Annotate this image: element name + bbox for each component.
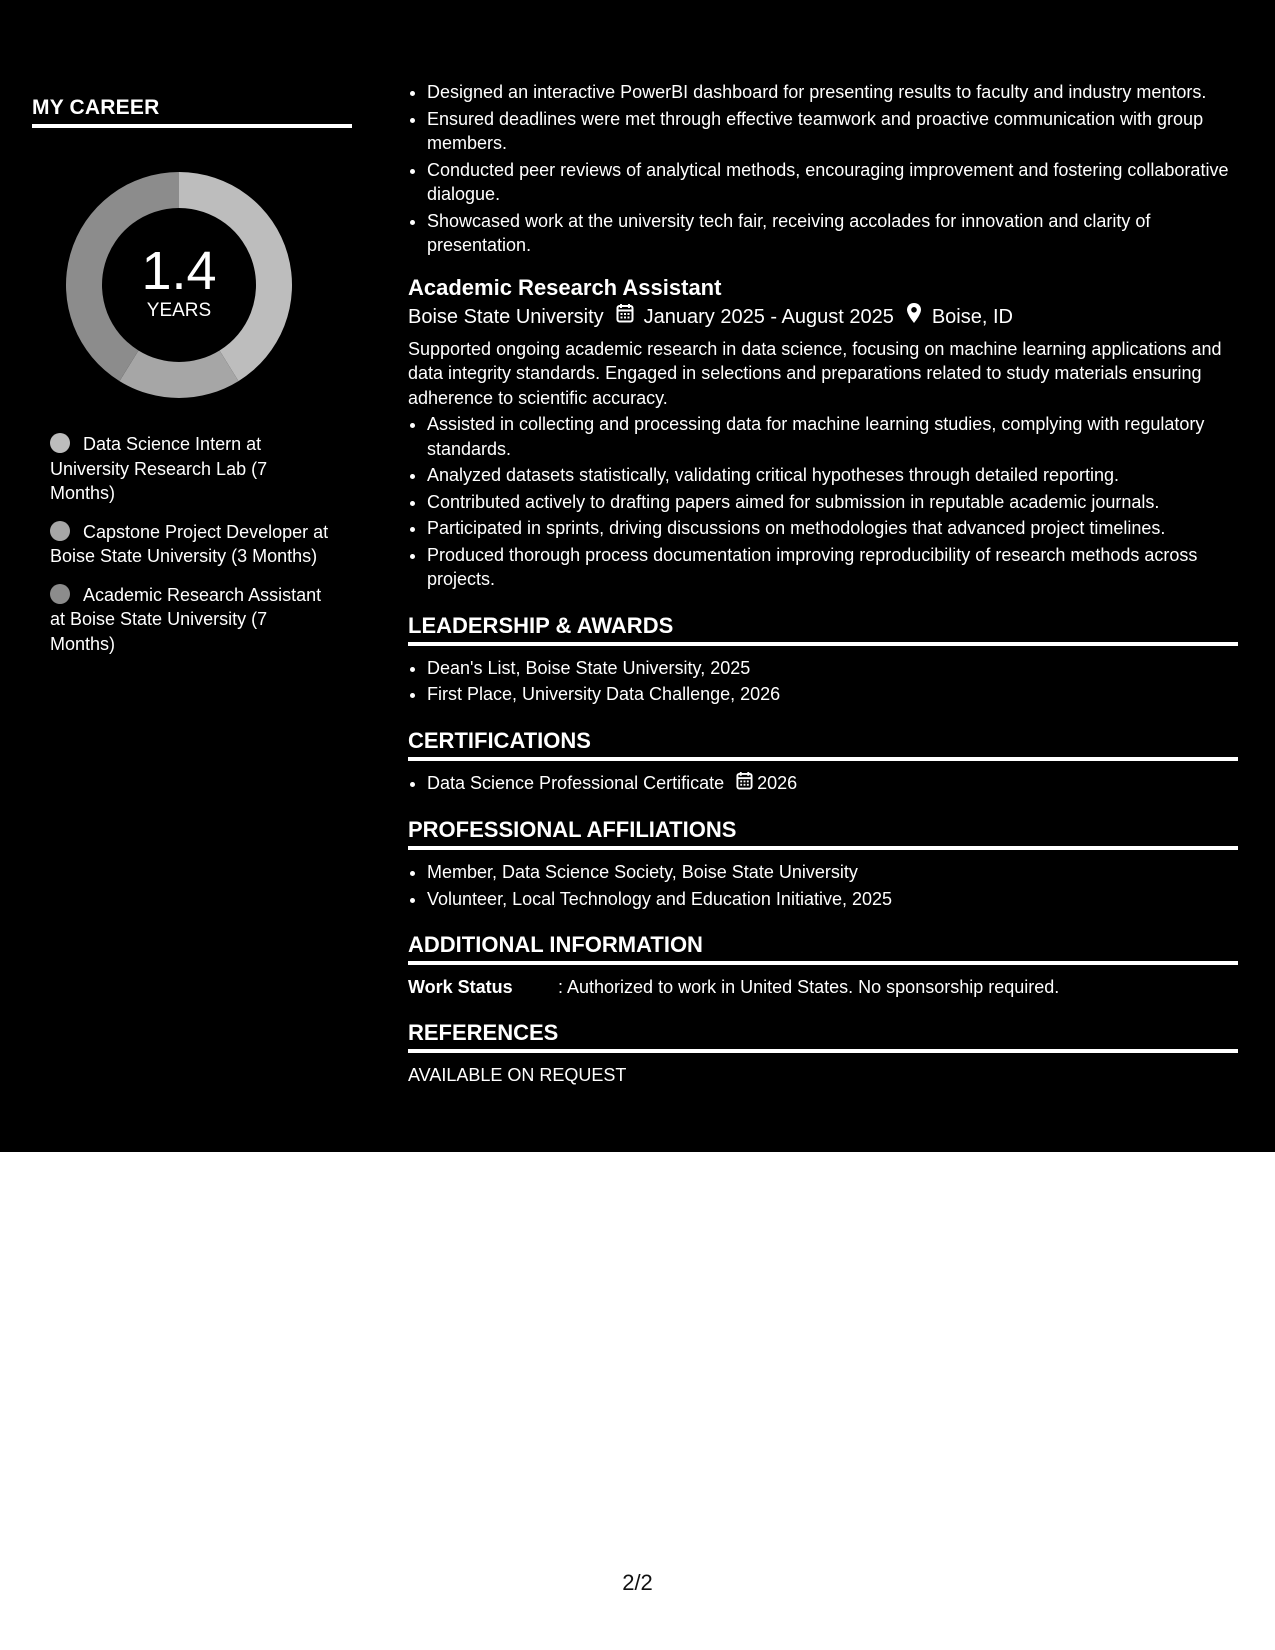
leadership-list bbox=[408, 656, 1238, 707]
legend-label: Capstone Project Developer at Boise State University (3 Months) bbox=[50, 521, 329, 566]
job-description: Supported ongoing academic research in data science, focusing on machine learning applications and data integrity standards. Engaged in selections and preparations related to study materials ensuring adherence to scientific accuracy. bbox=[408, 338, 1222, 408]
legend-label: Data Science Intern at University Research Lab (7 Months) bbox=[50, 434, 268, 503]
calendar-icon bbox=[736, 771, 753, 797]
list-item: • Designed an interactive PowerBI dashboard for presenting results to faculty and industry mentors. bbox=[427, 80, 1238, 105]
references-text: AVAILABLE ON REQUEST bbox=[408, 1065, 627, 1085]
sidebar bbox=[32, 96, 352, 670]
map-pin-icon bbox=[906, 302, 922, 333]
affiliations-heading: PROFESSIONAL AFFILIATIONS bbox=[408, 816, 1238, 850]
career-heading: MY CAREER bbox=[32, 96, 352, 128]
job-company: Boise State University bbox=[408, 306, 604, 328]
career-legend bbox=[50, 432, 330, 656]
list-item: • Member, Data Science Society, Boise State University bbox=[427, 860, 1238, 885]
additional-info-heading: ADDITIONAL INFORMATION bbox=[408, 931, 1238, 965]
total-years-unit: YEARS bbox=[146, 300, 212, 321]
list-item: • Produced thorough process documentation improving reproducibility of research methods across projects. bbox=[427, 543, 1238, 592]
donut-center bbox=[66, 172, 292, 398]
main-content bbox=[408, 80, 1238, 1087]
list-item: • Showcased work at the university tech fair, receiving accolades for innovation and clarity of presentation. bbox=[427, 209, 1238, 258]
previous-job-bullets bbox=[408, 80, 1238, 258]
certifications-list bbox=[408, 771, 1238, 797]
work-status-value: : Authorized to work in United States. No sponsorship required. bbox=[558, 977, 1060, 997]
list-item: • Conducted peer reviews of analytical methods, encouraging improvement and fostering collaborative dialogue. bbox=[427, 158, 1238, 207]
list-item: • Analyzed datasets statistically, validating critical hypotheses through detailed reporting. bbox=[427, 463, 1238, 488]
legend-dot-icon bbox=[50, 584, 70, 604]
list-item: • First Place, University Data Challenge, 2026 bbox=[427, 682, 1238, 707]
list-item: • Participated in sprints, driving discussions on methodologies that advanced project timelines. bbox=[427, 516, 1238, 541]
list-item bbox=[427, 771, 1238, 797]
cert-name: • Data Science Professional Certificate bbox=[427, 773, 725, 793]
list-item: • Dean's List, Boise State University, 2025 bbox=[427, 656, 1238, 681]
work-status-row bbox=[408, 975, 1238, 999]
job-title: Academic Research Assistant bbox=[408, 274, 722, 300]
legend-dot-icon bbox=[50, 433, 70, 453]
legend-item bbox=[50, 520, 330, 569]
list-item: • Assisted in collecting and processing data for machine learning studies, complying with regulatory standards. bbox=[427, 412, 1238, 461]
legend-item bbox=[50, 432, 330, 506]
total-years-value: 1.4 bbox=[141, 241, 217, 301]
legend-item bbox=[50, 583, 330, 657]
list-item: • Volunteer, Local Technology and Education Initiative, 2025 bbox=[427, 887, 1238, 912]
page-number: 2/2 bbox=[622, 1570, 653, 1595]
list-item: • Contributed actively to drafting papers aimed for submission in reputable academic journals. bbox=[427, 490, 1238, 515]
legend-dot-icon bbox=[50, 521, 70, 541]
leadership-heading: LEADERSHIP & AWARDS bbox=[408, 612, 1238, 646]
affiliations-list bbox=[408, 860, 1238, 911]
job-bullets bbox=[408, 412, 1238, 592]
list-item: • Ensured deadlines were met through effective teamwork and proactive communication with group members. bbox=[427, 107, 1238, 156]
calendar-icon bbox=[616, 302, 634, 332]
legend-label: Academic Research Assistant at Boise State University (7 Months) bbox=[50, 584, 322, 654]
certifications-heading: CERTIFICATIONS bbox=[408, 727, 1238, 761]
cert-year: 2026 bbox=[757, 773, 798, 793]
work-status-label: Work Status bbox=[408, 977, 513, 997]
references-heading: REFERENCES bbox=[408, 1019, 1238, 1053]
job-dates: January 2025 - August 2025 bbox=[643, 306, 894, 328]
job-location: Boise, ID bbox=[931, 306, 1013, 328]
career-donut-chart bbox=[66, 172, 292, 398]
job-meta bbox=[408, 302, 1238, 333]
